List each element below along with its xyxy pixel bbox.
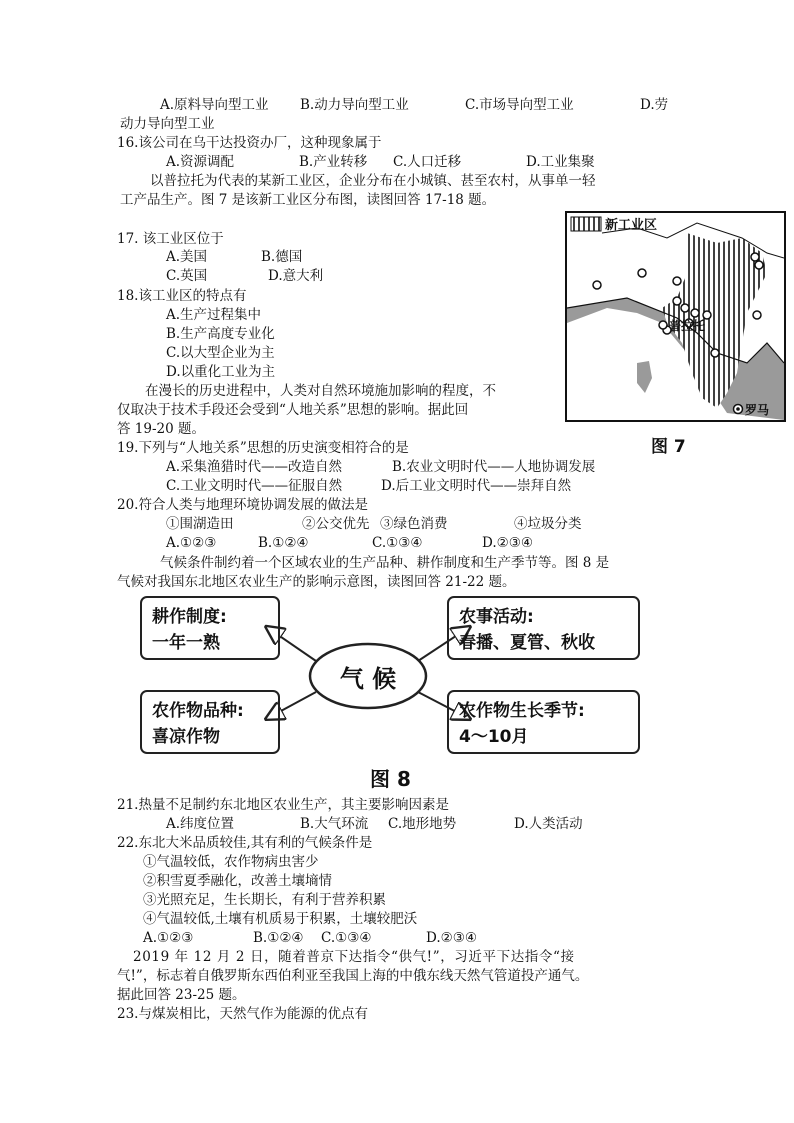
intro-21-22-line1: 气候条件制约着一个区域农业的生产品种、耕作制度和生产季节等。图 8 是 bbox=[160, 555, 610, 571]
q20-items bbox=[166, 515, 582, 534]
intro-19-20-line3: 答 19-20 题。 bbox=[117, 421, 206, 437]
box-farming-system-title: 耕作制度: bbox=[152, 607, 227, 627]
q23-stem: 23.与煤炭相比，天然气作为能源的优点有 bbox=[117, 1006, 368, 1022]
q22-option-c: C.①③④ bbox=[321, 930, 372, 946]
q22-item-2: ②积雪夏季融化，改善土壤墒情 bbox=[143, 873, 332, 889]
q20-item-1: ①围湖造田 bbox=[166, 516, 234, 532]
q22-stem: 22.东北大米品质较佳,其有利的气候条件是 bbox=[117, 835, 373, 851]
q17-option-b: B.德国 bbox=[261, 249, 303, 265]
q22-options bbox=[143, 929, 477, 948]
city-rome-label: 罗马 bbox=[745, 403, 770, 417]
q17-options-row1 bbox=[166, 248, 303, 267]
q22-item-1: ①气温较低，农作物病虫害少 bbox=[143, 854, 319, 870]
figure-7-caption: 图 7 bbox=[651, 437, 686, 457]
box-farm-activities bbox=[447, 596, 640, 660]
q18-option-c: C.以大型企业为主 bbox=[166, 345, 275, 361]
intro-19-20-line2: 仅取决于技术手段还会受到“人地关系”思想的影响。据此回 bbox=[117, 402, 469, 418]
q21-option-a: A.纬度位置 bbox=[166, 816, 235, 832]
q19-option-b: B.农业文明时代——人地协调发展 bbox=[392, 459, 596, 475]
q22-item-4: ④气温较低,土壤有机质易于积累，土壤较肥沃 bbox=[143, 911, 418, 927]
q16-option-b: B.产业转移 bbox=[299, 154, 368, 170]
q15-options bbox=[160, 96, 669, 115]
q22-option-a: A.①②③ bbox=[143, 930, 194, 946]
q19-options-row2 bbox=[166, 477, 572, 496]
q22-item-3: ③光照充足，生长期长，有利于营养积累 bbox=[143, 892, 386, 908]
q16-options bbox=[166, 153, 646, 172]
intro-23-25-line2: 气!”，标志着自俄罗斯东西伯利亚至我国上海的中俄东线天然气管道投产通气。 bbox=[117, 968, 589, 984]
q17-options-row2 bbox=[166, 267, 324, 286]
q18-option-d: D.以重化工业为主 bbox=[166, 364, 276, 380]
q22-option-d: D.②③④ bbox=[426, 930, 477, 946]
box-growing-season bbox=[447, 690, 640, 754]
box-crop-variety bbox=[140, 690, 280, 754]
intro-23-25-line1: 2019 年 12 月 2 日，随着普京下达指令“供气!”，习近平下达指令“接 bbox=[133, 949, 575, 965]
q20-item-3: ③绿色消费 bbox=[380, 516, 448, 532]
q21-stem: 21.热量不足制约东北地区农业生产，其主要影响因素是 bbox=[117, 797, 449, 813]
q17-option-d: D.意大利 bbox=[268, 268, 324, 284]
intro-17-18-line1: 以普拉托为代表的某新工业区，企业分布在小城镇、甚至农村，从事单一轻 bbox=[150, 173, 596, 189]
intro-17-18-line2: 工产品生产。图 7 是该新工业区分布图，读图回答 17-18 题。 bbox=[120, 192, 496, 208]
q15-option-b: B.动力导向型工业 bbox=[300, 97, 409, 113]
q19-options-row1 bbox=[166, 458, 596, 477]
city-prato-label: 普拉托 bbox=[669, 319, 706, 333]
legend-swatch bbox=[571, 217, 601, 231]
box-crop-variety-title: 农作物品种: bbox=[152, 701, 244, 721]
q16-option-a: A.资源调配 bbox=[166, 154, 235, 170]
box-farm-activities-title: 农事活动: bbox=[459, 607, 534, 627]
q21-options bbox=[166, 815, 583, 834]
q15-option-d: D.劳 bbox=[640, 97, 669, 113]
q20-stem: 20.符合人类与地理环境协调发展的做法是 bbox=[117, 497, 368, 513]
q17-option-a: A.美国 bbox=[166, 249, 208, 265]
box-farm-activities-body: 春播、夏管、秋收 bbox=[459, 633, 595, 653]
figure-8-center-label: 气 候 bbox=[339, 665, 397, 693]
q20-option-c: C.①③④ bbox=[372, 535, 423, 551]
q21-option-d: D.人类活动 bbox=[514, 816, 583, 832]
q17-stem: 17. 该工业区位于 bbox=[117, 231, 224, 247]
figure-8-caption: 图 8 bbox=[370, 767, 411, 791]
q16-option-d: D.工业集聚 bbox=[526, 154, 595, 170]
q21-option-b: B.大气环流 bbox=[300, 816, 369, 832]
figure-7-map bbox=[565, 211, 786, 422]
box-farming-system-body: 一年一熟 bbox=[152, 633, 220, 653]
italy-map-svg bbox=[567, 213, 784, 420]
q20-option-a: A.①②③ bbox=[166, 535, 217, 551]
box-farming-system bbox=[140, 596, 280, 660]
q19-stem: 19.下列与“人地关系”思想的历史演变相符合的是 bbox=[117, 440, 409, 456]
q18-option-a: A.生产过程集中 bbox=[166, 307, 262, 323]
q20-options bbox=[166, 534, 533, 553]
intro-23-25-line3: 据此回答 23-25 题。 bbox=[117, 987, 246, 1003]
q15-option-a: A.原料导向型工业 bbox=[160, 97, 269, 113]
q17-option-c: C.英国 bbox=[166, 268, 208, 284]
q20-item-4: ④垃圾分类 bbox=[514, 516, 582, 532]
q18-stem: 18.该工业区的特点有 bbox=[117, 288, 247, 304]
corsica-island bbox=[637, 361, 652, 393]
intro-19-20-line1: 在漫长的历史进程中，人类对自然环境施加影响的程度，不 bbox=[145, 383, 496, 399]
q19-option-d: D.后工业文明时代——崇拜自然 bbox=[381, 478, 572, 494]
q19-option-c: C.工业文明时代——征服自然 bbox=[166, 478, 343, 494]
box-growing-season-body: 4～10月 bbox=[459, 727, 529, 747]
q15-option-d-cont: 动力导向型工业 bbox=[120, 116, 215, 132]
q16-stem: 16.该公司在乌干达投资办厂，这种现象属于 bbox=[117, 135, 382, 151]
q15-option-c: C.市场导向型工业 bbox=[465, 97, 574, 113]
q16-option-c: C.人口迁移 bbox=[393, 154, 462, 170]
q20-option-d: D.②③④ bbox=[482, 535, 533, 551]
q22-option-b: B.①②④ bbox=[253, 930, 304, 946]
legend-label: 新工业区 bbox=[605, 218, 658, 233]
q18-option-b: B.生产高度专业化 bbox=[166, 326, 275, 342]
q20-item-2: ②公交优先 bbox=[302, 516, 370, 532]
q21-option-c: C.地形地势 bbox=[388, 816, 457, 832]
box-crop-variety-body: 喜凉作物 bbox=[152, 727, 220, 747]
q19-option-a: A.采集渔猎时代——改造自然 bbox=[166, 459, 343, 475]
intro-21-22-line2: 气候对我国东北地区农业生产的影响示意图，读图回答 21-22 题。 bbox=[117, 574, 516, 590]
box-growing-season-title: 农作物生长季节: bbox=[459, 701, 585, 721]
q20-option-b: B.①②④ bbox=[258, 535, 309, 551]
